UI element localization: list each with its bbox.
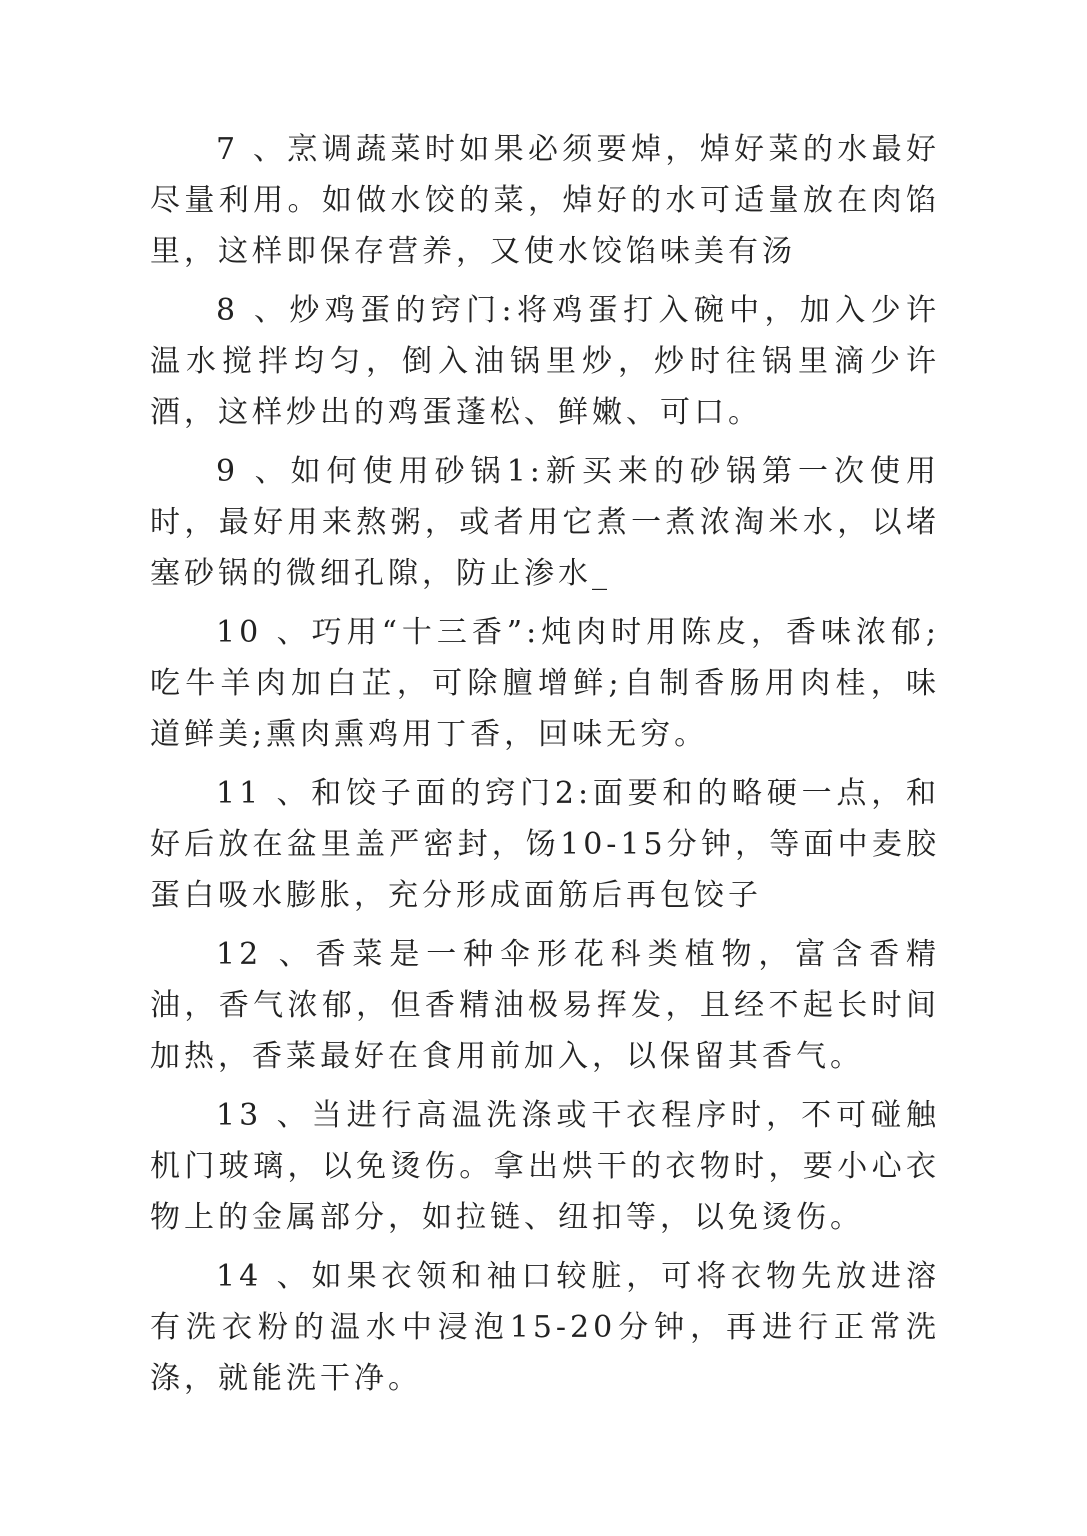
paragraph-14: 14 、如果衣领和袖口较脏，可将衣物先放进溶有洗衣粉的温水中浸泡15-20分钟，再进行正常洗涤，就能洗干净。 [150,1259,940,1396]
paragraph-13: 13 、当进行高温洗涤或干衣程序时，不可碰触机门玻璃，以免烫伤。拿出烘干的衣物时，要小心衣物上的金属部分，如拉链、纽扣等，以免烫伤。 [150,1098,940,1235]
paragraph-9: 9 、如何使用砂锅1:新买来的砂锅第一次使用时，最好用来熬粥，或者用它煮一煮浓淘米水，以堵塞砂锅的微细孔隙，防止渗水_ [150,454,940,591]
paragraph-11: 11 、和饺子面的窍门2:面要和的略硬一点，和好后放在盆里盖严密封，饧10-15分钟，等面中麦胶蛋白吸水膨胀，充分形成面筋后再包饺子 [150,776,940,913]
paragraph-7: 7 、烹调蔬菜时如果必须要焯，焯好菜的水最好尽量利用。如做水饺的菜，焯好的水可适量放在肉馅里，这样即保存营养，又使水饺馅味美有汤 [150,132,940,269]
paragraph-10: 10 、巧用“十三香”:炖肉时用陈皮，香味浓郁;吃牛羊肉加白芷，可除膻增鲜;自制香肠用肉桂，味道鲜美;熏肉熏鸡用丁香，回味无穷。 [150,615,940,752]
document-body [150,124,940,1412]
paragraph-8: 8 、炒鸡蛋的窍门:将鸡蛋打入碗中，加入少许温水搅拌均匀，倒入油锅里炒，炒时往锅里滴少许酒，这样炒出的鸡蛋蓬松、鲜嫩、可口。 [150,293,940,430]
paragraph-12: 12 、香菜是一种伞形花科类植物，富含香精油，香气浓郁，但香精油极易挥发，且经不起长时间加热，香菜最好在食用前加入，以保留其香气。 [150,937,940,1074]
